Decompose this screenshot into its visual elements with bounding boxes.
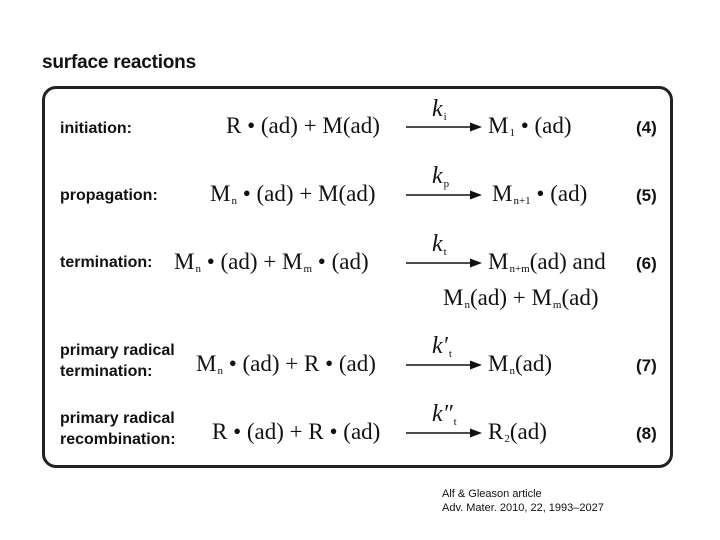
reaction-arrow-icon	[406, 256, 482, 270]
reaction-5-left: $M_n$ • (ad) + M(ad)	[210, 181, 376, 207]
rate-constant-ki: $k_i$	[432, 96, 447, 123]
equation-number: (6)	[636, 254, 657, 273]
rate-constant-kp: $k_p$	[432, 163, 450, 190]
reaction-arrow-icon	[406, 358, 482, 372]
reaction-label-termination: termination:	[60, 254, 153, 271]
reaction-label-primary-radical-recombination: primary radical recombination:	[60, 410, 176, 448]
reaction-5-right: $M_{n+1}$ • (ad)	[492, 181, 588, 207]
reaction-arrow-icon	[406, 426, 482, 440]
credit-citation: Adv. Mater. 2010, 22, 1993–2027	[442, 502, 604, 514]
rate-constant-kt: $k_t$	[432, 231, 447, 258]
reaction-8-right: $R_2(ad)$	[488, 419, 547, 445]
reaction-arrow-icon	[406, 120, 482, 134]
equation-number: (7)	[636, 356, 657, 375]
source-credit	[442, 487, 604, 515]
reaction-label-primary-radical-termination: primary radical termination:	[60, 342, 175, 380]
reaction-4-right: $M_1$ • (ad)	[488, 113, 572, 139]
equation-number: (4)	[636, 118, 657, 137]
reaction-6-right-continued: $M_n(ad) + M_m(ad)$	[443, 285, 599, 311]
reaction-label-initiation: initiation:	[60, 120, 132, 137]
equation-number: (8)	[636, 424, 657, 443]
reaction-6-right: $M_{n+m}(ad)$ and	[488, 249, 606, 275]
reaction-label-propagation: propagation:	[60, 187, 158, 204]
equation-number: (5)	[636, 186, 657, 205]
reaction-7-left: $M_n$ • (ad) + R • (ad)	[196, 351, 376, 377]
rate-constant-kt-double-prime: $k''_t$	[432, 401, 457, 428]
reaction-6-left: $M_n$ • $(ad) + M_m$ • (ad)	[174, 249, 369, 275]
reaction-7-right: $M_n(ad)$	[488, 351, 552, 377]
rate-constant-kt-prime: $k'_t$	[432, 333, 452, 360]
section-heading: surface reactions	[42, 52, 196, 73]
credit-article: Alf & Gleason article	[442, 488, 542, 500]
reaction-4-left: R • (ad) + M(ad)	[226, 113, 380, 138]
reaction-arrow-icon	[406, 188, 482, 202]
reaction-8-left: R • (ad) + R • (ad)	[212, 419, 381, 444]
